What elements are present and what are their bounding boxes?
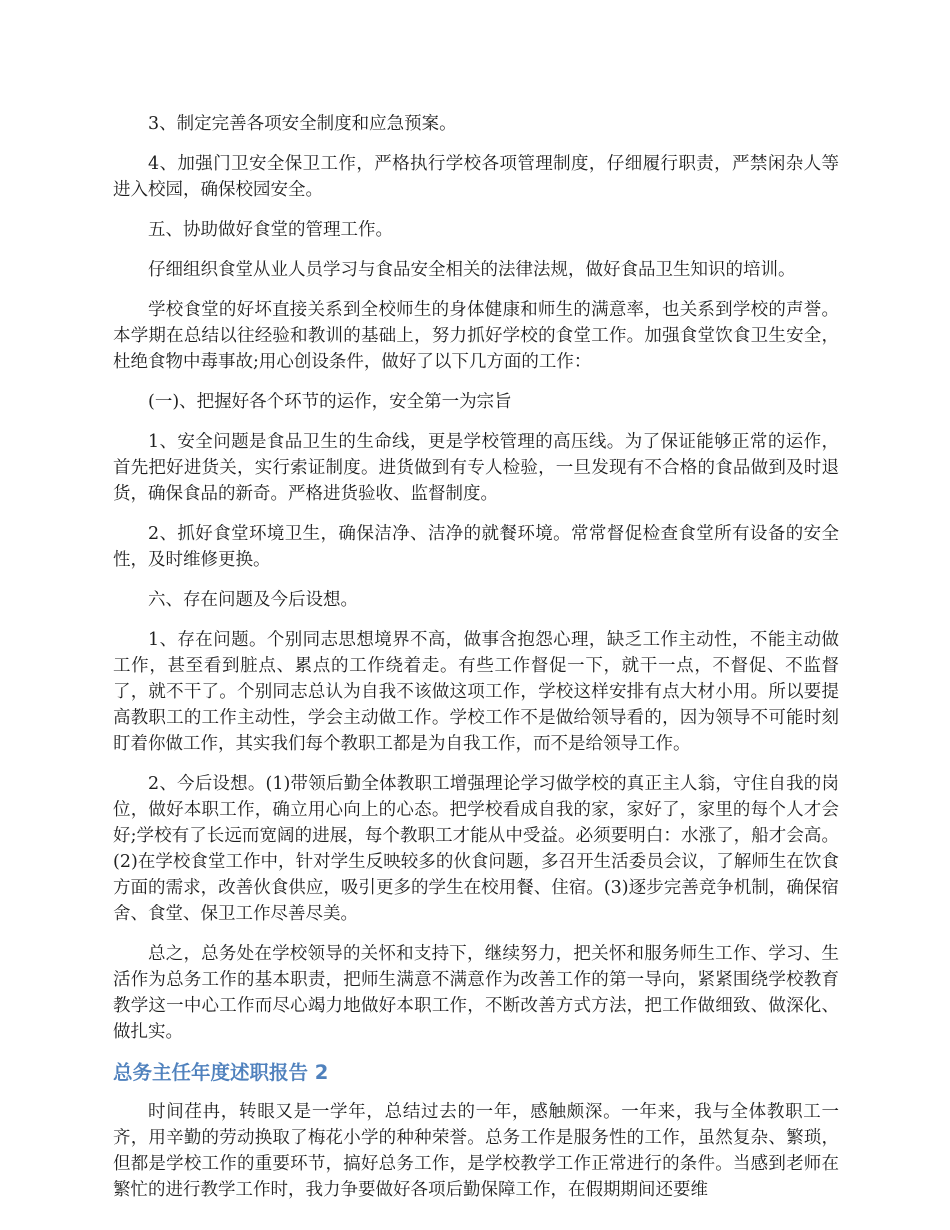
paragraph-subsection-one: (一)、把握好各个环节的运作，安全第一为宗旨 <box>148 392 512 412</box>
section-heading: 总务主任年度述职报告 2 <box>113 1061 329 1084</box>
paragraph-problems-section: 六、存在问题及今后设想。 <box>148 590 358 610</box>
paragraph-conclusion: 总之，总务处在学校领导的关怀和支持下，继续努力，把关怀和服务师生工作、学习、生活作为总务工作的基本职责，把师生满意不满意作为改善工作的第一导向，紧紧围绕学校教育教学这一中心工作而尽心竭力地做好本职工作，不断改善方式方法，把工作做细致、做深化、做扎实。 <box>113 944 839 1042</box>
paragraph-existing-problems: 1、存在问题。个别同志思想境界不高，做事含抱怨心理，缺乏工作主动性，不能主动做工作，甚至看到脏点、累点的工作绕着走。有些工作督促一下，就干一点，不督促、不监督了，就不干了。个别同志总认为自我不该做这项工作，学校这样安排有点大材小用。所以要提高教职工的工作主动性，学会主动做工作。学校工作不是做给领导看的，因为领导不可能时刻盯着你做工作，其实我们每个教职工都是为自我工作，而不是给领导工作。 <box>113 630 839 754</box>
paragraph-canteen-hygiene: 2、抓好食堂环境卫生，确保洁净、洁净的就餐环境。常常督促检查食堂所有设备的安全性，及时维修更换。 <box>113 524 839 570</box>
paragraph-report2-intro: 时间荏冉，转眼又是一学年，总结过去的一年，感触颇深。一年来，我与全体教职工一齐，用辛勤的劳动换取了梅花小学的种种荣誉。总务工作是服务性的工作，虽然复杂、繁琐，但都是学校工作的重要环节，搞好总务工作，是学校教学工作正常进行的条件。当感到老师在繁忙的进行教学工作时，我力争要做好各项后勤保障工作，在假期期间还要维 <box>113 1102 839 1200</box>
document-body <box>113 111 839 1217</box>
paragraph-future-plans: 2、今后设想。(1)带领后勤全体教职工增强理论学习做学校的真正主人翁，守住自我的岗位，做好本职工作，确立用心向上的心态。把学校看成自我的家，家好了，家里的每个人才会好;学校有了长远而宽阔的进展，每个教职工才能从中受益。必须要明白：水涨了，船才会高。(2)在学校食堂工作中，针对学生反映较多的伙食问题，多召开生活委员会议，了解师生在饮食方面的需求，改善伙食供应，吸引更多的学生在校用餐、住宿。(3)逐步完善竞争机制，确保宿舍、食堂、保卫工作尽善尽美。 <box>113 774 839 924</box>
paragraph-canteen-training: 仔细组织食堂从业人员学习与食品安全相关的法律法规，做好食品卫生知识的培训。 <box>148 260 796 280</box>
paragraph-canteen-intro: 学校食堂的好坏直接关系到全校师生的身体健康和师生的满意率，也关系到学校的声誉。本学期在总结以往经验和教训的基础上，努力抓好学校的食堂工作。加强食堂饮食卫生安全，杜绝食物中毒事故;用心创设条件，做好了以下几方面的工作： <box>113 300 839 372</box>
paragraph-food-safety: 1、安全问题是食品卫生的生命线，更是学校管理的高压线。为了保证能够正常的运作，首先把好进货关，实行索证制度。进货做到有专人检验，一旦发现有不合格的食品做到及时退货，确保食品的新奇。严格进货验收、监督制度。 <box>113 432 839 504</box>
paragraph-canteen-section: 五、协助做好食堂的管理工作。 <box>148 220 393 240</box>
paragraph-gate-security: 4、加强门卫安全保卫工作，严格执行学校各项管理制度，仔细履行职责，严禁闲杂人等进入校园，确保校园安全。 <box>113 154 839 200</box>
paragraph-safety-rules: 3、制定完善各项安全制度和应急预案。 <box>148 114 457 134</box>
